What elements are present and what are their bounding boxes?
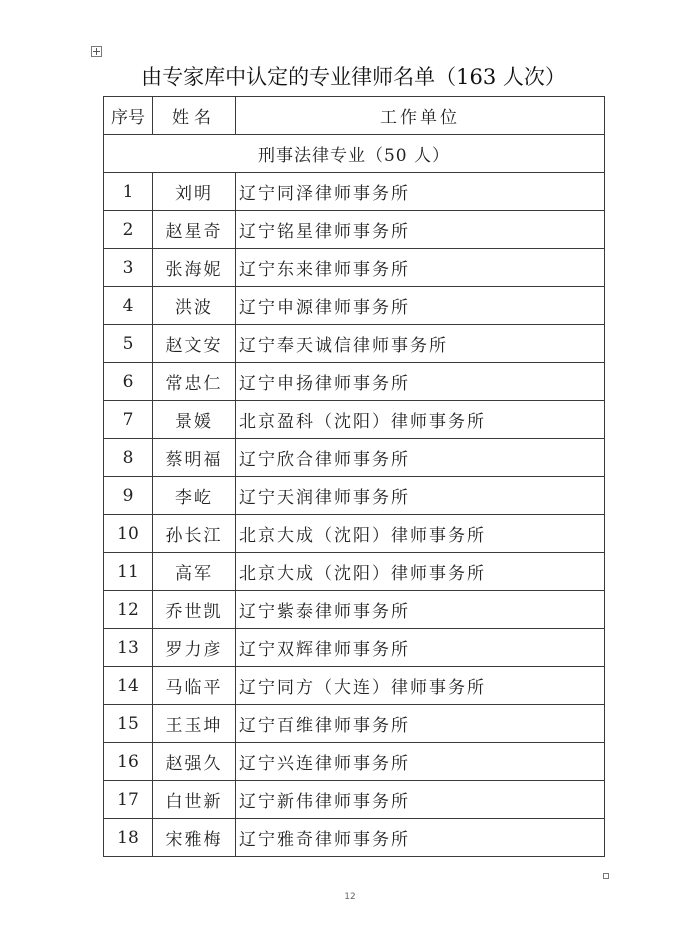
header-name: 姓名: [153, 97, 236, 135]
table-row: [104, 287, 605, 325]
row-number: 5: [104, 325, 153, 363]
row-number: 16: [104, 743, 153, 781]
table-row: [104, 439, 605, 477]
table-resize-handle-icon[interactable]: [603, 873, 609, 879]
row-number: 11: [104, 553, 153, 591]
row-unit: 辽宁双辉律师事务所: [236, 629, 605, 667]
row-name: 乔世凯: [153, 591, 236, 629]
row-name: 刘明: [153, 173, 236, 211]
row-unit: 辽宁新伟律师事务所: [236, 781, 605, 819]
row-unit: 辽宁百维律师事务所: [236, 705, 605, 743]
row-name: 赵强久: [153, 743, 236, 781]
table-row: [104, 667, 605, 705]
row-unit: 辽宁同方（大连）律师事务所: [236, 667, 605, 705]
table-row: [104, 591, 605, 629]
row-number: 6: [104, 363, 153, 401]
table-row: [104, 819, 605, 857]
row-name: 洪波: [153, 287, 236, 325]
table-row: [104, 743, 605, 781]
table-row: [104, 401, 605, 439]
row-name: 蔡明福: [153, 439, 236, 477]
row-name: 王玉坤: [153, 705, 236, 743]
row-unit: 辽宁奉天诚信律师事务所: [236, 325, 605, 363]
row-name: 白世新: [153, 781, 236, 819]
row-name: 孙长江: [153, 515, 236, 553]
row-number: 8: [104, 439, 153, 477]
page-number: 12: [344, 892, 356, 902]
section-row: [104, 135, 605, 173]
header-unit: 工作单位: [236, 97, 605, 135]
table-row: [104, 629, 605, 667]
row-number: 7: [104, 401, 153, 439]
row-name: 常忠仁: [153, 363, 236, 401]
row-number: 4: [104, 287, 153, 325]
section-title: 刑事法律专业（50 人）: [104, 135, 605, 173]
row-number: 14: [104, 667, 153, 705]
row-number: 2: [104, 211, 153, 249]
row-unit: 辽宁雅奇律师事务所: [236, 819, 605, 857]
row-name: 张海妮: [153, 249, 236, 287]
row-name: 高军: [153, 553, 236, 591]
row-unit: 辽宁兴连律师事务所: [236, 743, 605, 781]
row-unit: 辽宁天润律师事务所: [236, 477, 605, 515]
row-number: 3: [104, 249, 153, 287]
table-row: [104, 325, 605, 363]
row-name: 赵星奇: [153, 211, 236, 249]
table-row: [104, 553, 605, 591]
document-title: 由专家库中认定的专业律师名单（163 人次）: [141, 65, 566, 89]
row-number: 13: [104, 629, 153, 667]
row-number: 18: [104, 819, 153, 857]
table-row: [104, 173, 605, 211]
row-number: 17: [104, 781, 153, 819]
row-name: 景媛: [153, 401, 236, 439]
row-unit: 辽宁东来律师事务所: [236, 249, 605, 287]
lawyer-table: [103, 96, 605, 857]
row-number: 10: [104, 515, 153, 553]
row-unit: 北京大成（沈阳）律师事务所: [236, 515, 605, 553]
row-name: 赵文安: [153, 325, 236, 363]
row-unit: 辽宁紫泰律师事务所: [236, 591, 605, 629]
table-move-handle-icon[interactable]: [91, 46, 102, 57]
row-name: 马临平: [153, 667, 236, 705]
row-name: 李屹: [153, 477, 236, 515]
table-row: [104, 477, 605, 515]
row-number: 9: [104, 477, 153, 515]
row-unit: 辽宁铭星律师事务所: [236, 211, 605, 249]
row-name: 罗力彦: [153, 629, 236, 667]
row-unit: 辽宁同泽律师事务所: [236, 173, 605, 211]
table-row: [104, 705, 605, 743]
row-number: 15: [104, 705, 153, 743]
row-unit: 北京大成（沈阳）律师事务所: [236, 553, 605, 591]
row-unit: 北京盈科（沈阳）律师事务所: [236, 401, 605, 439]
row-name: 宋雅梅: [153, 819, 236, 857]
table-row: [104, 249, 605, 287]
row-unit: 辽宁申扬律师事务所: [236, 363, 605, 401]
row-unit: 辽宁欣合律师事务所: [236, 439, 605, 477]
table-row: [104, 781, 605, 819]
table-row: [104, 363, 605, 401]
table-row: [104, 515, 605, 553]
header-no: 序号: [104, 97, 153, 135]
row-number: 12: [104, 591, 153, 629]
row-number: 1: [104, 173, 153, 211]
table-row: [104, 211, 605, 249]
row-unit: 辽宁申源律师事务所: [236, 287, 605, 325]
table-header-row: [104, 97, 605, 135]
